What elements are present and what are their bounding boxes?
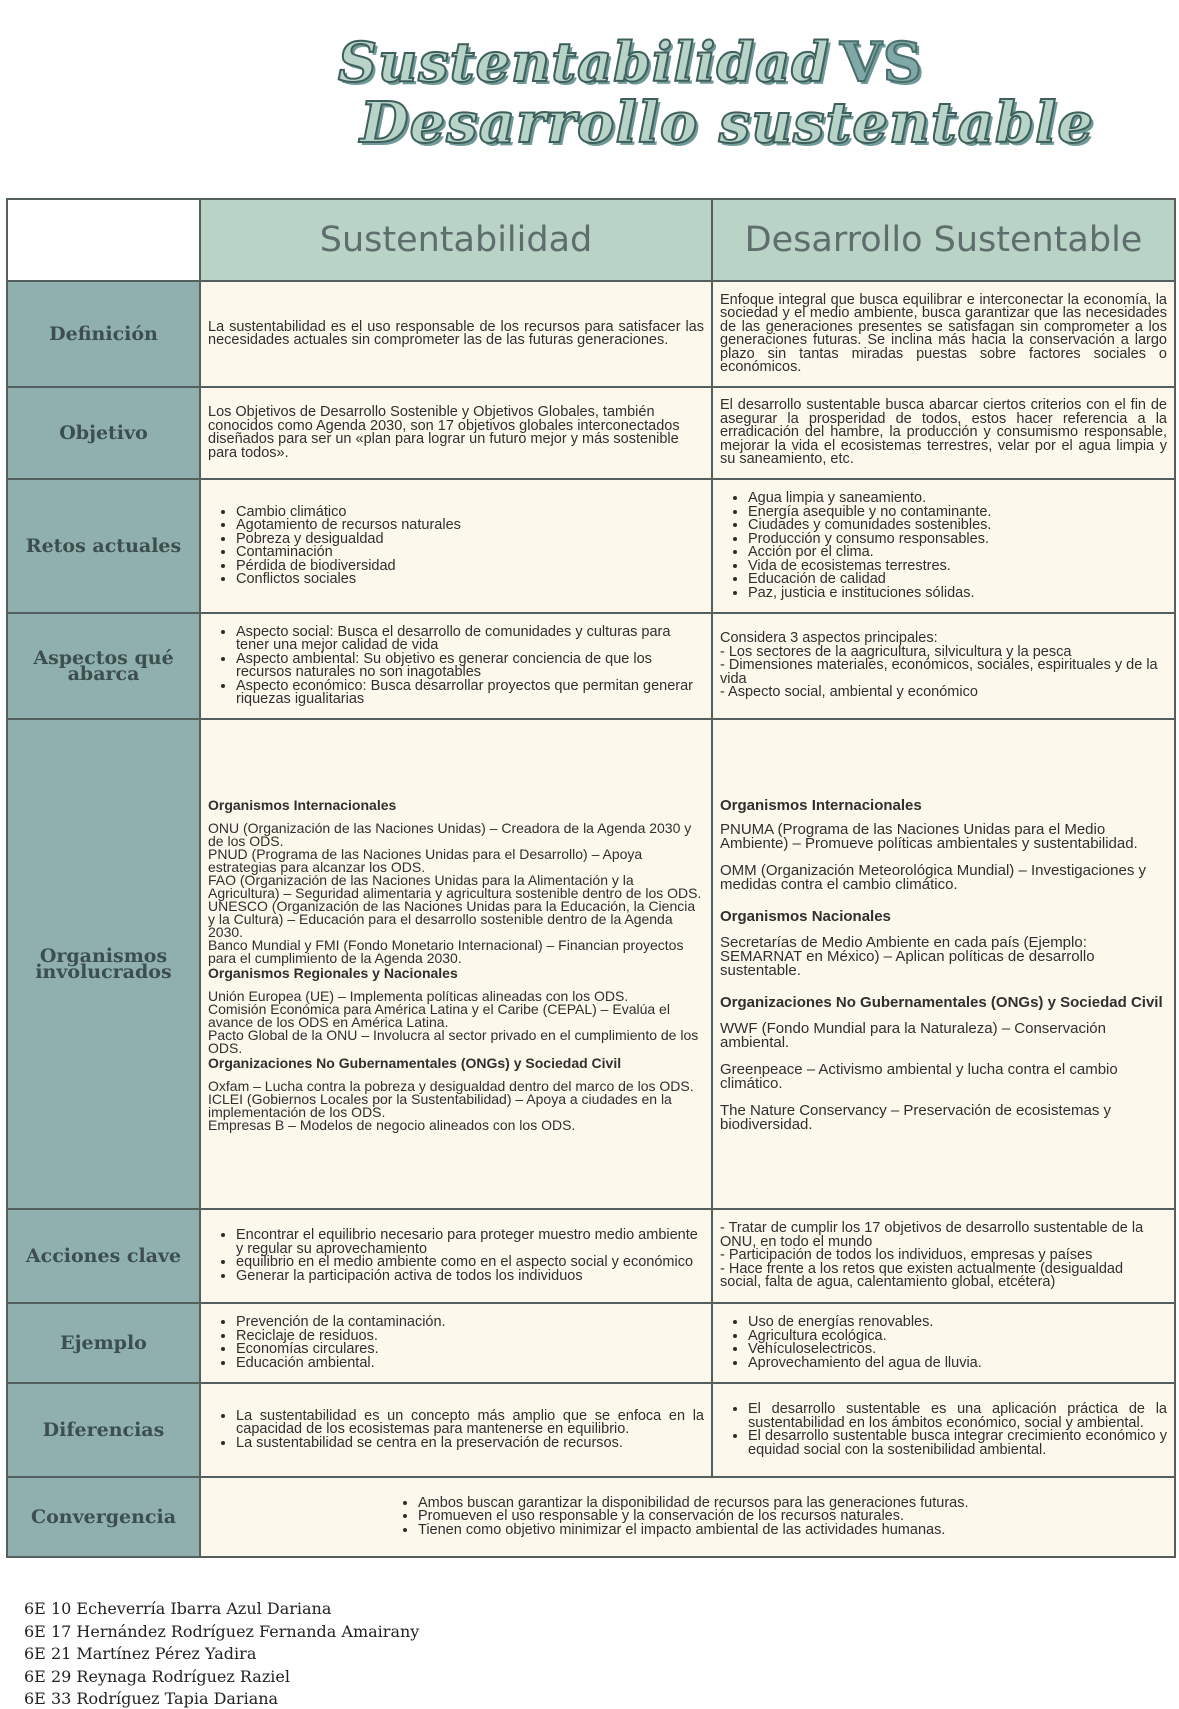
ejemplo-des bbox=[712, 1303, 1175, 1383]
convergencia-cell bbox=[200, 1477, 1175, 1557]
org-heading: Organismos Nacionales bbox=[720, 907, 891, 925]
title-vs: VS bbox=[839, 30, 923, 94]
row-acciones bbox=[7, 1209, 1175, 1303]
list-item: • Contaminación bbox=[236, 546, 704, 560]
diferencias-des-list bbox=[720, 1403, 1167, 1457]
text-line: - Participación de todos los individuos, empresas y países bbox=[720, 1247, 1093, 1264]
row-label: Organismos involucrados bbox=[7, 719, 200, 1209]
list-item: • Agua limpia y saneamiento. bbox=[748, 492, 1167, 506]
diferencias-sust bbox=[200, 1383, 712, 1477]
column-header-desarrollo: Desarrollo Sustentable bbox=[712, 199, 1175, 281]
list-item: • Reciclaje de residuos. bbox=[236, 1330, 704, 1344]
list-item: • Encontrar el equilibrio necesario para proteger muestro medio ambiente y regular su aprovechamiento bbox=[236, 1229, 704, 1256]
org-heading: Organismos Regionales y Nacionales bbox=[208, 964, 458, 981]
org-item: PNUD (Programa de las Naciones Unidas para el Desarrollo) – Apoya estrategias para alcanzar los ODS. bbox=[208, 845, 643, 875]
list-item: • Acción por el clima. bbox=[748, 546, 1167, 560]
definicion-sust: La sustentabilidad es el uso responsable de los recursos para satisfacer las necesidades actuales sin comprometer las de las futuras generaciones. bbox=[200, 281, 712, 387]
retos-sust-list bbox=[208, 503, 704, 587]
list-item: • Prevención de la contaminación. bbox=[236, 1316, 704, 1330]
list-item: • La sustentabilidad es un concepto más amplio que se enfoca en la capacidad de los ecosistemas para mantenerse en equilibrio. bbox=[236, 1410, 704, 1437]
org-item: ONU (Organización de las Naciones Unidas) – Creadora de la Agenda 2030 y de los ODS. bbox=[208, 819, 692, 849]
retos-des-list bbox=[720, 492, 1167, 600]
organismos-sust bbox=[200, 719, 712, 1209]
row-convergencia bbox=[7, 1477, 1175, 1557]
ejemplo-des-list bbox=[720, 1316, 1167, 1370]
org-item: Oxfam – Lucha contra la pobreza y desigualdad dentro del marco de los ODS. bbox=[208, 1077, 694, 1094]
organismos-des bbox=[712, 719, 1175, 1209]
retos-des bbox=[712, 479, 1175, 613]
list-item: • Producción y consumo responsables. bbox=[748, 533, 1167, 547]
aspectos-sust bbox=[200, 613, 712, 719]
diferencias-sust-list bbox=[208, 1407, 704, 1451]
column-header-sustentabilidad: Sustentabilidad bbox=[200, 199, 712, 281]
author-line: 6E 17 Hernández Rodríguez Fernanda Amairany bbox=[24, 1621, 420, 1641]
convergencia-list bbox=[208, 1494, 1167, 1538]
row-label: Retos actuales bbox=[7, 479, 200, 613]
list-item: • Aspecto social: Busca el desarrollo de comunidades y culturas para tener una mejor calidad de vida bbox=[236, 626, 704, 653]
org-item: Secretarías de Medio Ambiente en cada país (Ejemplo: SEMARNAT en México) – Aplican políticas de desarrollo sustentable. bbox=[720, 933, 1095, 979]
list-item: • Aspecto ambiental: Su objetivo es generar conciencia de que los recursos naturales no son inagotables bbox=[236, 653, 704, 680]
list-item: • Ambos buscan garantizar la disponibilidad de recursos para las generaciones futuras. bbox=[418, 1497, 1167, 1511]
list-item: • Uso de energías renovables. bbox=[748, 1316, 1167, 1330]
title-line-1 bbox=[338, 30, 923, 94]
objetivo-sust: Los Objetivos de Desarrollo Sostenible y Objetivos Globales, también conocidos como Agenda 2030, son 17 objetivos globales interconectados diseñados para ser un «plan para lograr un futuro mejor y más sostenible para todos». bbox=[200, 387, 712, 479]
corner-cell bbox=[7, 199, 200, 281]
org-item: Unión Europea (UE) – Implementa políticas alineadas con los ODS. bbox=[208, 987, 629, 1004]
org-heading: Organismos Internacionales bbox=[208, 796, 397, 813]
acciones-sust bbox=[200, 1209, 712, 1303]
row-label: Acciones clave bbox=[7, 1209, 200, 1303]
text-line: - Los sectores de la aagricultura, silvicultura y la pesca bbox=[720, 643, 1072, 660]
list-item: • El desarrollo sustentable busca integrar crecimiento económico y equidad social con la sostenibilidad ambiental. bbox=[748, 1430, 1167, 1457]
list-item: • Tienen como objetivo minimizar el impacto ambiental de las actividades humanas. bbox=[418, 1524, 1167, 1538]
list-item: • Vida de ecosistemas terrestres. bbox=[748, 560, 1167, 574]
header-row bbox=[7, 199, 1175, 281]
list-item: • Pérdida de biodiversidad bbox=[236, 560, 704, 574]
org-item: ICLEI (Gobiernos Locales por la Sustentabilidad) – Apoya a ciudades en la implementación de los ODS. bbox=[208, 1090, 672, 1120]
org-heading: Organizaciones No Gubernamentales (ONGs) y Sociedad Civil bbox=[208, 1054, 622, 1071]
list-item: • Generar la participación activa de todos los individuos bbox=[236, 1270, 704, 1284]
list-item: • Educación de calidad bbox=[748, 573, 1167, 587]
list-item: • El desarrollo sustentable es una aplicación práctica de la sustentabilidad en los ámbitos económico, social y ambiental. bbox=[748, 1403, 1167, 1430]
row-label: Diferencias bbox=[7, 1383, 200, 1477]
row-ejemplo bbox=[7, 1303, 1175, 1383]
org-item: Banco Mundial y FMI (Fondo Monetario Internacional) – Financian proyectos para el cumplimiento de la Agenda 2030. bbox=[208, 936, 684, 966]
acciones-des bbox=[712, 1209, 1175, 1303]
list-item: • Promueven el uso responsable y la conservación de los recursos naturales. bbox=[418, 1510, 1167, 1524]
ejemplo-sust-list bbox=[208, 1316, 704, 1370]
aspectos-des bbox=[712, 613, 1175, 719]
row-label: Ejemplo bbox=[7, 1303, 200, 1383]
row-objetivo bbox=[7, 387, 1175, 479]
org-item: Pacto Global de la ONU – Involucra al sector privado en el cumplimiento de los ODS. bbox=[208, 1026, 699, 1056]
org-item: Empresas B – Modelos de negocio alineados con los ODS. bbox=[208, 1116, 576, 1133]
list-item: • Agotamiento de recursos naturales bbox=[236, 519, 704, 533]
row-organismos bbox=[7, 719, 1175, 1209]
list-item: • equilibrio en el medio ambiente como en el aspecto social y económico bbox=[236, 1256, 704, 1270]
list-item: • La sustentabilidad se centra en la preservación de recursos. bbox=[236, 1437, 704, 1451]
acciones-sust-list bbox=[208, 1229, 704, 1283]
list-item: • Aspecto económico: Busca desarrollar proyectos que permitan generar riquezas igualitarias bbox=[236, 680, 704, 707]
list-item: • Educación ambiental. bbox=[236, 1357, 704, 1371]
org-heading: Organismos Internacionales bbox=[720, 796, 922, 814]
row-label: Convergencia bbox=[7, 1477, 200, 1557]
row-diferencias bbox=[7, 1383, 1175, 1477]
definicion-des: Enfoque integral que busca equilibrar e interconectar la economía, la sociedad y el medio ambiente, busca garantizar que las necesidades de las generaciones presentes se satisfagan sin comprometer a los generaciones futuras. Se inclina más hacia la conservación a largo plazo sin tantas miradas puestas sobre factores sociales o económicos. bbox=[712, 281, 1175, 387]
list-item: • Aprovechamiento del agua de lluvia. bbox=[748, 1357, 1167, 1371]
org-item: The Nature Conservancy – Preservación de ecosistemas y biodiversidad. bbox=[720, 1101, 1112, 1133]
diferencias-des bbox=[712, 1383, 1175, 1477]
org-item: PNUMA (Programa de las Naciones Unidas para el Medio Ambiente) – Promueve políticas ambientales y sustentabilidad. bbox=[720, 820, 1138, 852]
objetivo-des: El desarrollo sustentable busca abarcar ciertos criterios con el fin de asegurar la prosperidad de todos, estos hacer referencia a la erradicación del hambre, la producción y consumismo responsable, mejorar la vida el ecosistemas terrestres, velar por el agua limpia y su saneamiento, etc. bbox=[712, 387, 1175, 479]
row-retos bbox=[7, 479, 1175, 613]
title-word-sustentabilidad: Sustentabilidad bbox=[338, 30, 830, 94]
text-line: - Aspecto social, ambiental y económico bbox=[720, 684, 978, 701]
author-line: 6E 29 Reynaga Rodríguez Raziel bbox=[24, 1666, 290, 1686]
list-item: • Conflictos sociales bbox=[236, 573, 704, 587]
org-item: WWF (Fondo Mundial para la Naturaleza) – Conservación ambiental. bbox=[720, 1019, 1106, 1051]
row-label: Definición bbox=[7, 281, 200, 387]
row-aspectos bbox=[7, 613, 1175, 719]
list-item: • Energía asequible y no contaminante. bbox=[748, 506, 1167, 520]
org-item: Greenpeace – Activismo ambiental y lucha contra el cambio climático. bbox=[720, 1060, 1118, 1092]
list-item: • Paz, justicia e instituciones sólidas. bbox=[748, 587, 1167, 601]
author-line: 6E 33 Rodríguez Tapia Dariana bbox=[24, 1689, 279, 1708]
row-label: Aspectos qué abarca bbox=[7, 613, 200, 719]
page-title bbox=[0, 18, 1179, 168]
org-heading: Organizaciones No Gubernamentales (ONGs) y Sociedad Civil bbox=[720, 993, 1163, 1011]
ejemplo-sust bbox=[200, 1303, 712, 1383]
aspectos-sust-list bbox=[208, 623, 704, 707]
list-item: • Economías circulares. bbox=[236, 1343, 704, 1357]
text-line: Considera 3 aspectos principales: bbox=[720, 630, 938, 647]
text-line: - Hace frente a los retos que existen actualmente (desigualdad social, falta de agua, calentamiento global, etcétera) bbox=[720, 1260, 1124, 1291]
org-item: Comisión Económica para América Latina y el Caribe (CEPAL) – Evalúa el avance de los ODS en América Latina. bbox=[208, 1000, 670, 1030]
list-item: • Ciudades y comunidades sostenibles. bbox=[748, 519, 1167, 533]
list-item: • Vehículoselectricos. bbox=[748, 1343, 1167, 1357]
title-line-2: Desarrollo sustentable bbox=[360, 90, 1094, 156]
row-label: Objetivo bbox=[7, 387, 200, 479]
list-item: • Cambio climático bbox=[236, 506, 704, 520]
authors-list bbox=[24, 1598, 419, 1709]
org-item: OMM (Organización Meteorológica Mundial) – Investigaciones y medidas contra el cambio climático. bbox=[720, 861, 1147, 893]
org-item: UNESCO (Organización de las Naciones Unidas para la Educación, la Ciencia y la Cultura) – Educación para el desarrollo sostenible dentro de la Agenda 2030. bbox=[208, 897, 696, 940]
list-item: • Agricultura ecológica. bbox=[748, 1330, 1167, 1344]
text-line: - Dimensiones materiales, económicos, sociales, espirituales y de la vida bbox=[720, 657, 1158, 687]
retos-sust bbox=[200, 479, 712, 613]
list-item: • Pobreza y desigualdad bbox=[236, 533, 704, 547]
text-line: - Tratar de cumplir los 17 objetivos de desarrollo sustentable de la ONU, en todo el mundo bbox=[720, 1220, 1144, 1250]
comparison-table bbox=[6, 198, 1176, 1558]
org-item: FAO (Organización de las Naciones Unidas para la Alimentación y la Agricultura) – Seguridad alimentaria y agricultura sostenible dentro de los ODS. bbox=[208, 871, 702, 901]
author-line: 6E 10 Echeverría Ibarra Azul Dariana bbox=[24, 1599, 332, 1618]
author-line: 6E 21 Martínez Pérez Yadira bbox=[24, 1644, 257, 1663]
row-definicion bbox=[7, 281, 1175, 387]
